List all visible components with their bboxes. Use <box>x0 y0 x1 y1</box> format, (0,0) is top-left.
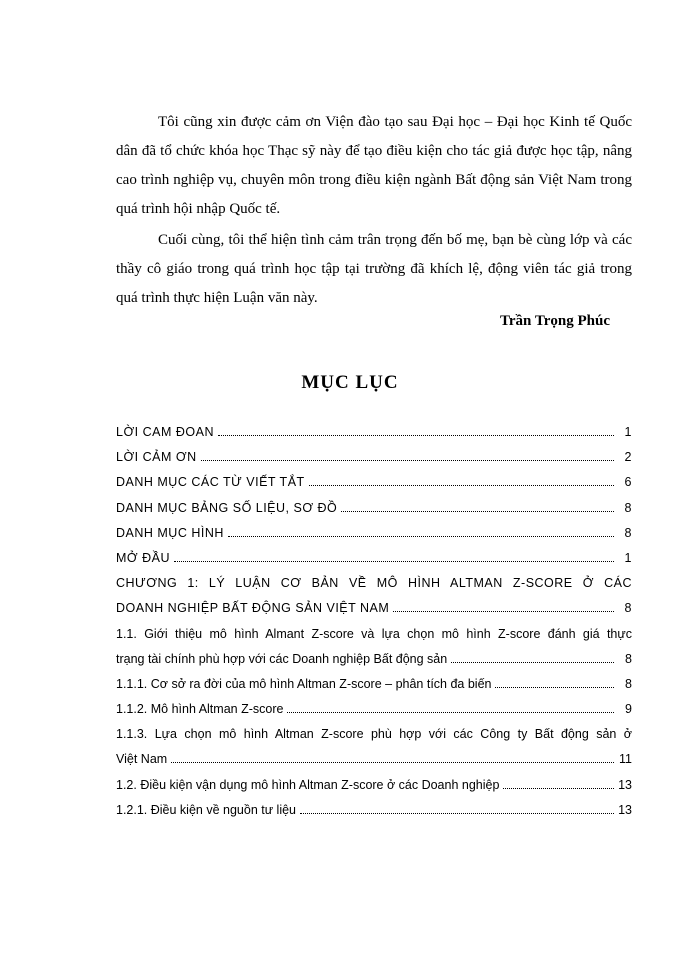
toc-title: MỤC LỤC <box>301 372 399 393</box>
toc-entry-title-line2: Việt Nam <box>116 752 168 767</box>
toc-leader-dots <box>341 499 614 512</box>
toc-entry-title: 1.2. Điều kiện vận dụng mô hình Altman Z-score ở các Doanh nghiệp <box>116 777 500 792</box>
toc-entry[interactable] <box>116 672 632 697</box>
toc-entry-page: 1 <box>624 550 632 565</box>
toc-entry-title: DANH MỤC CÁC TỪ VIẾT TẮT <box>116 475 305 490</box>
toc-entry[interactable] <box>116 546 632 571</box>
toc-entry-title-line2: DOANH NGHIỆP BẤT ĐỘNG SẢN VIỆT NAM <box>116 601 390 616</box>
toc-entry-title-line1: CHƯƠNG 1: LÝ LUẬN CƠ BẢN VỀ MÔ HÌNH ALTMAN Z-SCORE Ở CÁC <box>116 576 632 591</box>
toc-entry-page: 13 <box>618 777 632 792</box>
toc-entry-page: 11 <box>619 752 632 767</box>
toc-leader-dots <box>495 675 614 688</box>
toc-entry-title-line1: 1.1.3. Lựa chọn mô hình Altman Z-score phù hợp với các Công ty Bất động sản ở <box>116 727 632 742</box>
toc-entry-page: 2 <box>624 450 632 465</box>
toc-entry-page: 1 <box>624 425 632 439</box>
toc-entry-title: LỜI CAM ĐOAN <box>116 425 214 439</box>
toc-leader-dots <box>201 448 614 461</box>
toc-leader-dots <box>393 599 614 612</box>
toc-entry-title: DANH MỤC BẢNG SỐ LIỆU, SƠ ĐỒ <box>116 500 338 515</box>
toc-entry-title: MỞ ĐẦU <box>116 550 170 565</box>
toc-entry-page: 8 <box>624 500 632 515</box>
toc-leader-dots <box>451 650 614 663</box>
toc-leader-dots <box>174 549 614 562</box>
toc-entry[interactable] <box>116 722 632 772</box>
toc-entry[interactable] <box>116 420 632 445</box>
toc-entry-page: 6 <box>624 475 632 490</box>
toc-entry-page: 8 <box>625 676 632 691</box>
toc-leader-dots <box>228 524 614 537</box>
toc-entry[interactable] <box>116 697 632 722</box>
toc-leader-dots <box>300 801 614 814</box>
author-signature: Trần Trọng Phúc <box>499 313 610 329</box>
toc-entry-title: 1.2.1. Điều kiện về nguồn tư liệu <box>116 802 297 817</box>
toc-leader-dots <box>287 700 614 713</box>
toc-entry[interactable] <box>116 622 632 672</box>
toc-entry[interactable] <box>116 496 632 521</box>
toc-leader-dots <box>171 751 614 764</box>
toc-entry-page: 8 <box>624 525 632 540</box>
toc-entry-title-line2: trạng tài chính phù hợp với các Doanh nghiệp Bất động sản <box>116 651 448 666</box>
toc-entry[interactable] <box>116 773 632 798</box>
toc-leader-dots <box>309 474 614 487</box>
toc-entry-page: 8 <box>624 601 632 616</box>
toc-leader-dots <box>218 423 614 436</box>
toc-entry-title: 1.1.1. Cơ sở ra đời của mô hình Altman Z-score – phân tích đa biến <box>116 676 492 691</box>
toc-entry-title: DANH MỤC HÌNH <box>116 525 224 540</box>
acknowledgement-paragraph-1: Tôi cũng xin được cảm ơn Viện đào tạo sau Đại học – Đại học Kinh tế Quốc dân đã tổ chức khóa học Thạc sỹ này để tạo điều kiện cho tác giả được học tập, nâng cao trình nghiệp vụ, chuyên môn trong điều kiện ngành Bất động sản Việt Nam trong quá trình hội nhập Quốc tế. <box>116 114 632 217</box>
toc-entry-page: 13 <box>618 802 632 817</box>
toc-entry-page: 9 <box>625 702 632 717</box>
toc-entry-title-line1: 1.1. Giới thiệu mô hình Almant Z-score và lựa chọn mô hình Z-score đánh giá thực <box>116 626 632 641</box>
toc-entry[interactable] <box>116 521 632 546</box>
toc-leader-dots <box>503 776 614 789</box>
toc-entry[interactable] <box>116 445 632 470</box>
toc-entry[interactable] <box>116 470 632 495</box>
toc-entry[interactable] <box>116 798 632 823</box>
table-of-contents <box>116 420 632 823</box>
toc-entry[interactable] <box>116 571 632 621</box>
toc-entry-page: 8 <box>625 651 632 666</box>
toc-entry-title: LỜI CẢM ƠN <box>116 450 197 465</box>
toc-entry-title: 1.1.2. Mô hình Altman Z-score <box>116 702 284 717</box>
acknowledgement-paragraph-2: Cuối cùng, tôi thể hiện tình cảm trân trọng đến bố mẹ, bạn bè cùng lớp và các thầy cô giáo trong quá trình học tập tại trường đã khích lệ, động viên tác giả trong quá trình thực hiện Luận văn này. <box>116 232 632 306</box>
